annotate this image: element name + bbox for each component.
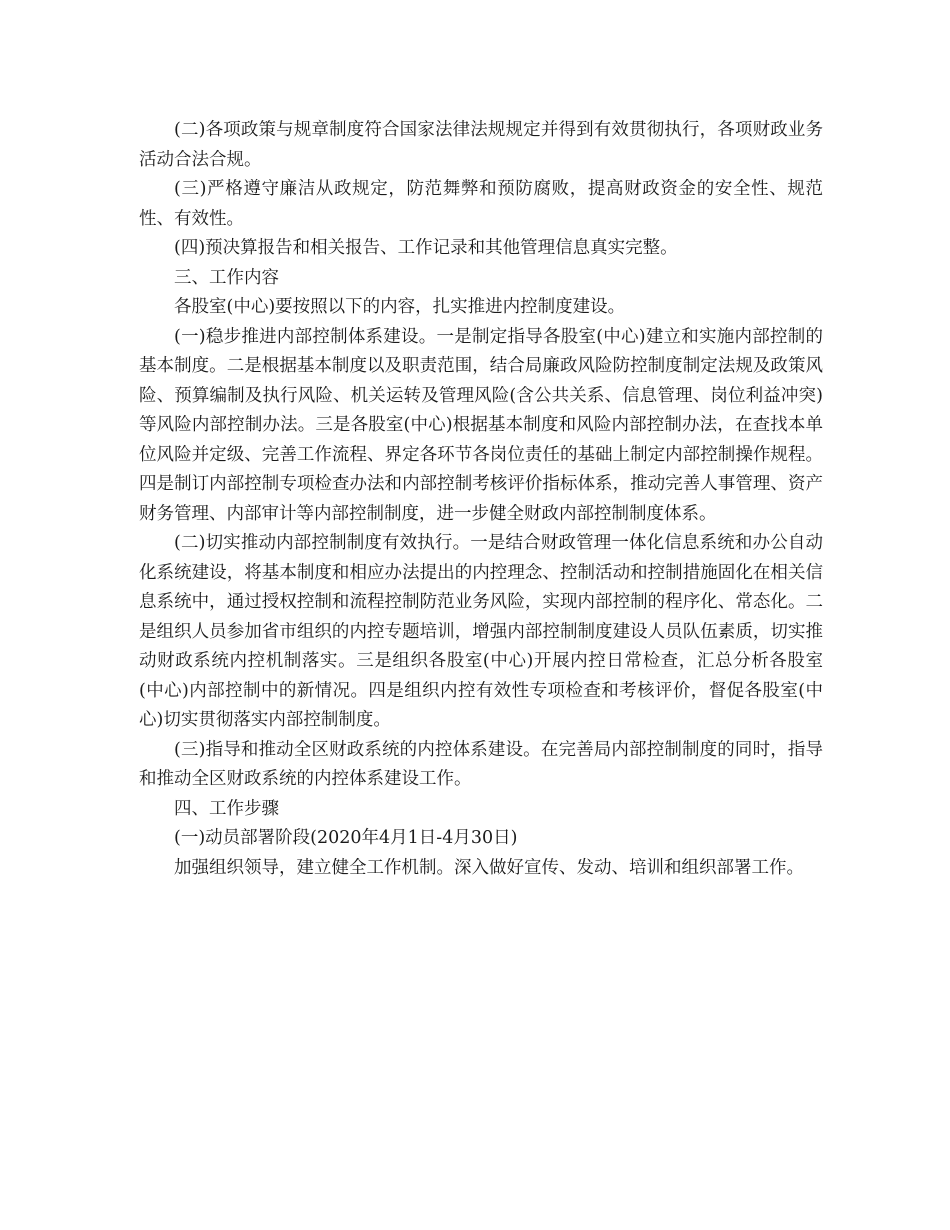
document-body xyxy=(139,116,823,883)
paragraph-system-building: (一)稳步推进内部控制体系建设。一是制定指导各股室(中心)建立和实施内部控制的基本制度。二是根据基本制度以及职责范围，结合局廉政风险防控制度制定法规及政策风险、预算编制及执行风险、机关运转及管理风险(含公共关系、信息管理、岗位利益冲突)等风险内部控制办法。三是各股室(中心)根据基本制度和风险内部控制办法，在查找本单位风险并定级、完善工作流程、界定各环节各岗位责任的基础上制定内部控制操作规程。四是制订内部控制专项检查办法和内部控制考核评价指标体系，推动完善人事管理、资产财务管理、内部审计等内部控制制度，进一步健全财政内部控制制度体系。 xyxy=(139,326,823,524)
paragraph-compliance: (二)各项政策与规章制度符合国家法律法规规定并得到有效贯彻执行，各项财政业务活动合法合规。 xyxy=(139,120,823,170)
paragraph-organization: 加强组织领导，建立健全工作机制。深入做好宣传、发动、培训和组织部署工作。 xyxy=(174,857,804,878)
paragraph-effective-execution: (二)切实推动内部控制制度有效执行。一是结合财政管理一体化信息系统和办公自动化系统建设，将基本制度和相应办法提出的内控理念、控制活动和控制措施固化在相关信息系统中，通过授权控制和流程控制防范业务风险，实现内部控制的程序化、常态化。二是组织人员参加省市组织的内控专题培训，增强内部控制制度建设人员队伍素质，切实推动财政系统内控机制落实。三是组织各股室(中心)开展内控日常检查，汇总分析各股室(中心)内部控制中的新情况。四是组织内控有效性专项检查和考核评价，督促各股室(中心)切实贯彻落实内部控制制度。 xyxy=(139,533,823,730)
paragraph-mobilization-stage: (一)动员部署阶段(2020年4月1日-4月30日) xyxy=(174,828,518,848)
section-heading-work-content: 三、工作内容 xyxy=(174,267,279,288)
paragraph-reports: (四)预决算报告和相关报告、工作记录和其他管理信息真实完整。 xyxy=(174,238,678,258)
paragraph-district-guidance: (三)指导和推动全区财政系统的内控体系建设。在完善局内部控制制度的同时，指导和推动全区财政系统的内控体系建设工作。 xyxy=(139,739,823,789)
paragraph-integrity: (三)严格遵守廉洁从政规定，防范舞弊和预防腐败，提高财政资金的安全性、规范性、有效性。 xyxy=(139,179,823,229)
paragraph-work-content-intro: 各股室(中心)要按照以下的内容，扎实推进内控制度建设。 xyxy=(174,297,626,317)
section-heading-work-steps: 四、工作步骤 xyxy=(174,798,279,819)
